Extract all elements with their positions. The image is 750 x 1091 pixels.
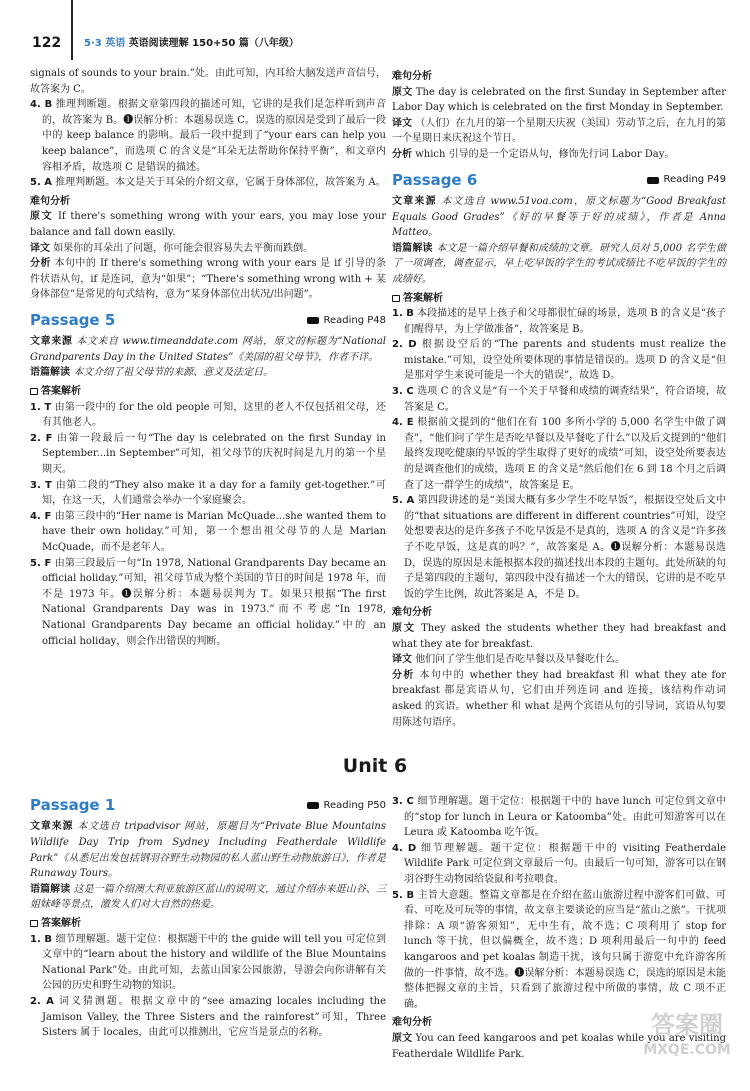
unit-title: Unit 6 bbox=[342, 755, 408, 777]
passage-gist: 语篇解读 这是一篇介绍澳大利亚旅游区蓝山的说明文，通过介绍赤来逛山谷、三姐妹峰等景点，激发人们对大自然的热爱。 bbox=[30, 883, 387, 911]
brand-subject: 英语 bbox=[105, 38, 126, 49]
answer-item: 4. E 根据前文提到的“他们在有 100 多所小学的 5,000 名学生中做了调查”，“他们问了学生是否吃早餐以及早餐吃了什么”以及后文提到的“他们最终发现吃健康的早饭的学生取得了更好的成绩”可知，设空处所要表达的是调查他们的成绩，选项 E 的含义是“然后他们在 6 到 18 个月之后调查了这一群学生的成绩”，故答案是 E。 bbox=[392, 417, 726, 491]
answer-heading: 答案解析 bbox=[30, 916, 386, 932]
answer-item: 4. F 由第三段中的“Her name is Marian McQuade...she wanted them to have their own holiday.”可知，第一个想出祖父母节的人是 Marian McQuade，而不是老年人。 bbox=[30, 510, 387, 554]
camera-icon bbox=[647, 177, 659, 184]
original-sentence: 原文 You can feed kangaroos and pet koalas while you are visiting Featherdale Wildlife Park. bbox=[392, 1032, 726, 1060]
reading-ref: Reading P49 bbox=[663, 174, 726, 186]
lock-icon bbox=[30, 388, 38, 395]
answer-item: 5. F 由第三段最后一句“In 1978, National Grandparents Day became an official holiday.”可知，祖父母节成为整个美国的节日的时间是 1978 年，而不是 1973 年。❶误解分析：本题易误判为 T。如果只根据“The first National Grandparents Day was in 1973.”而不考虑“In 1978, National Grandparents Day became an official holiday.”中的 an official holiday，则会作出错误的判断。 bbox=[30, 557, 387, 647]
lock-icon bbox=[30, 920, 38, 927]
answer-item: 4. D 细节理解题。题干定位：根据题干中的 visiting Featherdale Wildlife Park 可定位到文章最后一句。由最后一句可知，游客可以在钢羽谷野生动物园给袋鼠和考拉喂食。 bbox=[392, 842, 726, 885]
answer-item: 1. T 由第一段中的 for the old people 可知，这里的老人不仅包括祖父母，还有其他老人。 bbox=[30, 401, 386, 429]
brand-series: 英语阅读理解 150+50 篇（八年级） bbox=[128, 38, 299, 49]
answer-item: 3. C 选项 C 的含义是“有一个关于早餐和成绩的调查结果”，符合语境，故答案是 C。 bbox=[392, 386, 727, 413]
left-column bbox=[30, 66, 386, 706]
answer-heading: 答案解析 bbox=[392, 291, 726, 307]
difficult-sentence-heading: 难句分析 bbox=[392, 71, 432, 82]
analysis: 分析 which 引导的是一个定语从句，修饰先行词 Labor Day。 bbox=[392, 148, 675, 160]
reading-ref: Reading P50 bbox=[323, 799, 386, 811]
passage-title: Passage 5 bbox=[30, 310, 116, 329]
answer-item: 5. A 推理判断题。本文是关于耳朵的介绍文章，它属于身体部位，故答案为 A。 bbox=[30, 177, 386, 189]
passage-gist: 语篇解读 本文是一篇介绍早餐和成绩的文章。研究人员对 5,000 名学生做了一项调查，调查显示，早上吃早饭的学生的考试成绩比不吃早饭的学生的成绩好。 bbox=[392, 242, 726, 285]
header-divider bbox=[71, 0, 73, 60]
unit6-left-column bbox=[30, 794, 386, 1084]
passage-5-header bbox=[30, 309, 386, 332]
book-title bbox=[84, 36, 299, 52]
answer-item: 1. B 细节理解题。题干定位：根据题干中的 the guide will tell you 可定位到文章中的“learn about the history and wildlife of the Blue Mountains National Park”处。由此可知，去蓝山国家公园旅游，导游会向你讲解有关公园的历史和野生动物的知识。 bbox=[30, 933, 386, 992]
answer-item: 1. B 本段描述的是早上孩子和父母都很忙碌的场景，选项 B 的含义是“孩子们醒得早，为上学做准备”，故答案是 B。 bbox=[392, 308, 726, 335]
difficult-sentence-heading: 难句分析 bbox=[392, 607, 432, 619]
answer-item: 5. A 第四段讲述的是“美国大概有多少学生不吃早饭”，根据设空处后文中的“that situations are different in different countries”可知，设空处想要表达的是许多孩子不吃早饭是不是真的，选项 A 的含义是“许多孩子不吃早饭，这是真的吗？”，故答案是 A。❶误解分析：本题易误选 D，误选的原因是未能根据本段的描述找出本段的主题句。此处所缺的句子是第四段的主题句，第四段中没有描述一个大的错误，它讲的是不吃早饭的学生比例，故此答案是 A，不是 D。 bbox=[392, 495, 726, 600]
source-note: 文章来源 本文来自 www.timeanddate.com 网站，原文的标题为“National Grandparents Day in the United States”《美国的祖父母节》，作者不详。 bbox=[30, 336, 386, 363]
analysis: 分析 本句中的 whether they had breakfast 和 what they ate for breakfast 都是宾语从句，它们由并列连词 and 连接，该结构作动词 asked 的宾语。whether 和 what 是两个宾语从句的引导词，宾语从句要用陈述句语序。 bbox=[392, 669, 727, 728]
watermark: 答案圈 MXQE.COM bbox=[643, 1011, 731, 1058]
answer-item: 2. F 由第一段最后一句“The day is celebrated on the first Sunday in September...in September”可知，祖父母节的庆祝时间是九月的第一个星期天。 bbox=[30, 432, 386, 476]
answer-item: 2. A 词义猜测题。根据文章中的“see amazing locales including the Jamison Valley, the Three Sisters and the rainforest”可知，Three Sisters 属于 locales，由此可以推测出，它应当是景点的名称。 bbox=[30, 995, 386, 1039]
answer-item: 3. T 由第二段的“They also make it a day for a family get-together.”可知，在这一天，人们通常会举办一个家庭聚会。 bbox=[30, 479, 386, 507]
camera-icon bbox=[307, 317, 319, 324]
right-column bbox=[392, 66, 727, 728]
source-note: 文章来源 本文选自 tripadvisor 网站，原题目为“Private Blue Mountains Wildlife Day Trip from Sydney Including Featherdale Wildlife Park”《从悉尼出发包括钢羽谷野生动物园的私人蓝山野生动物旅游日》，作者是 Runaway Tours。 bbox=[30, 821, 386, 880]
passage-1-header bbox=[30, 794, 386, 817]
original-sentence: 原文 If there's something wrong with your ears, you may lose your balance and fall down easily. bbox=[30, 211, 386, 238]
passage-gist: 语篇解读 本文介绍了祖父母节的来源、意义及法定日。 bbox=[30, 367, 274, 379]
answer-heading: 答案解析 bbox=[30, 384, 386, 400]
camera-icon bbox=[307, 802, 319, 809]
translation: 译文 他们问了学生他们是否吃早餐以及早餐吃什么。 bbox=[392, 654, 626, 666]
page-header bbox=[0, 0, 750, 60]
lock-icon bbox=[392, 295, 400, 302]
translation: 译文 如果你的耳朵出了问题，你可能会很容易失去平衡而跌倒。 bbox=[30, 242, 314, 254]
difficult-sentence-heading: 难句分析 bbox=[30, 195, 70, 207]
translation: 译文 （人们）在九月的第一个星期天庆祝（美国）劳动节之后，在九月的第一个星期日来庆祝这个节日。 bbox=[392, 117, 727, 145]
answer-item: 3. C 细节理解题。题干定位：根据题干中的 have lunch 可定位到文章中的“stop for lunch in Leura or Katoomba”处。由此可知游客可以在 Leura 或 Katoomba 吃午饭。 bbox=[392, 796, 726, 839]
answer-item: signals of sounds to your brain.”处。由此可知，内耳给大脑发送声音信号，故答案为 C。 bbox=[30, 68, 386, 95]
passage-title: Passage 6 bbox=[392, 170, 478, 189]
source-note: 文章来源 本文选自 www.51voa.com，原文标题为“Good Breakfast Equals Good Grades”《好的早餐等于好的成绩》，作者是 Anna Matteo。 bbox=[392, 195, 726, 239]
reading-ref: Reading P48 bbox=[323, 314, 386, 326]
brand-mark: 5·3 bbox=[84, 38, 102, 49]
answer-item: 5. B 主旨大意题。整篇文章都是在介绍在蓝山旅游过程中游客们可做、可看、可吃及可玩等的事情，故文章主要谈论的应当是“蓝山之旅”。干扰项排除：A 项“游客须知”，无中生有，故不选；C 项利用了 stop for lunch 等干扰，但以偏概全，故不选；D 项利用最后一句中的 feed kangaroos and pet koalas 制造干扰，该句只属于游览中允许游客所做的一件事情，故不选。❶误解分析：本题易误选 C，误选的原因是未能整体把握文章的主旨，只看到了旅游过程中所做的事情，故 C 项不正确。 bbox=[392, 889, 726, 1010]
difficult-sentence-heading: 难句分析 bbox=[392, 1017, 432, 1029]
page-number: 122 bbox=[32, 35, 62, 51]
passage-6-header bbox=[392, 169, 726, 192]
analysis: 分析 本句中的 If there's something wrong with your ears 是 if 引导的条件状语从句，if 是连词，意为“如果”；“There's something wrong with + 某身体部位”是常见的句式结构，意为“某身体部位出状况/出问题”。 bbox=[30, 258, 387, 301]
answer-item: 2. D 根据设空后的“The parents and students must realize the mistake.”可知，设空处所要体现的事情是错误的。选项 D 的含义是“但是那对学生来说可能是一个大的错误”，故选 D。 bbox=[392, 339, 726, 382]
original-sentence: 原文 The day is celebrated on the first Sunday in September after Labor Day which is celebrated on the first Monday in September. bbox=[392, 86, 726, 114]
answer-item: 4. B 推理判断题。根据文章第四段的描述可知，它讲的是我们是怎样听到声音的，故答案为 B。❶误解分析：本题易误选 C。误选的原因是受到了最后一段中的 keep balance 的影响。最后一段中提到了“your ears can help you keep balance”，而选项 C 的含义是“耳朵无法帮助你保持平衡”，和文章内容相矛盾，故选项 C 是错误的描述。 bbox=[30, 99, 386, 173]
passage-title: Passage 1 bbox=[30, 796, 116, 814]
original-sentence: 原文 They asked the students whether they had breakfast and what they ate for breakfast. bbox=[392, 622, 726, 650]
